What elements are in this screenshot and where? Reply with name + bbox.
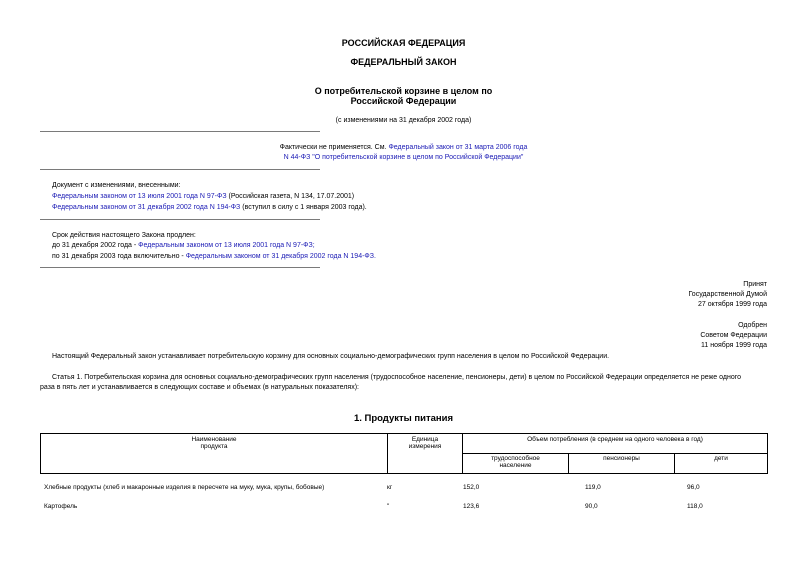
food-products-table bbox=[40, 433, 768, 474]
amendment-effective: (вступил в силу с 1 января 2003 года). bbox=[242, 204, 367, 211]
notice-line2 bbox=[0, 153, 807, 163]
council-approval bbox=[700, 321, 767, 351]
approval-status: Одобрен bbox=[738, 322, 767, 329]
changes-heading: Документ с изменениями, внесенными: bbox=[52, 182, 181, 189]
product-working: 152,0 bbox=[463, 484, 480, 491]
duma-adoption bbox=[688, 280, 767, 310]
notice-law-link[interactable]: Федеральный закон от 31 марта 2006 года bbox=[388, 144, 528, 151]
column-header-pensioners: пенсионеры bbox=[569, 454, 675, 474]
product-unit: кг bbox=[387, 484, 393, 491]
column-header-name bbox=[41, 434, 388, 474]
column-header-unit-line2: измерения bbox=[408, 443, 442, 450]
divider bbox=[40, 131, 320, 132]
intro-paragraph: Настоящий Федеральный закон устанавливает потребительскую корзину для основных социально-демографических групп населения в целом по Российской Федерации. bbox=[52, 353, 610, 360]
amendment-source: (Российская газета, N 134, 17.07.2001) bbox=[228, 193, 355, 200]
law-type-heading: ФЕДЕРАЛЬНЫЙ ЗАКОН bbox=[350, 57, 457, 67]
divider bbox=[40, 219, 320, 220]
article1-line2: раза в пять лет и устанавливается в следующих составе и объемах (в натуральных показателях): bbox=[40, 384, 359, 391]
amendment-law-97-link[interactable]: Федеральным законом от 13 июля 2001 года N 97-ФЗ bbox=[52, 193, 227, 200]
divider bbox=[40, 267, 320, 268]
column-header-children: дети bbox=[675, 454, 768, 474]
changes-item bbox=[52, 192, 354, 202]
product-children: 96,0 bbox=[687, 484, 700, 491]
article1-line1: Статья 1. Потребительская корзина для основных социально-демографических групп населения (трудоспособное население, пенсионеры, дети) в целом по Российской Федерации определяется не реже одного bbox=[52, 374, 742, 381]
product-name: Картофель bbox=[44, 503, 78, 510]
product-unit: " bbox=[387, 503, 390, 510]
extension-prefix: по 31 декабря 2003 года включительно - bbox=[52, 253, 184, 260]
country-heading: РОССИЙСКАЯ ФЕДЕРАЦИЯ bbox=[341, 38, 466, 48]
extension-law-97-link[interactable]: Федеральным законом от 13 июля 2001 года N 97-ФЗ; bbox=[138, 242, 315, 249]
product-pensioners: 90,0 bbox=[585, 503, 598, 510]
column-header-working bbox=[463, 454, 569, 474]
extension-item bbox=[52, 241, 315, 251]
notice-line1 bbox=[0, 143, 807, 153]
extension-law-194-link[interactable]: Федеральным законом от 31 декабря 2002 года N 194-ФЗ. bbox=[185, 253, 376, 260]
divider bbox=[40, 169, 320, 170]
product-children: 118,0 bbox=[687, 503, 703, 510]
product-working: 123,6 bbox=[463, 503, 480, 510]
product-pensioners: 119,0 bbox=[585, 484, 601, 491]
adoption-date: 27 октября 1999 года bbox=[698, 301, 767, 308]
column-header-unit bbox=[388, 434, 463, 474]
approval-date: 11 ноября 1999 года bbox=[701, 342, 767, 349]
extension-heading: Срок действия настоящего Закона продлен: bbox=[52, 232, 196, 239]
extension-item bbox=[52, 252, 376, 262]
notice-law-link-continued[interactable]: N 44-ФЗ "О потребительской корзине в целом по Российской Федерации" bbox=[283, 154, 524, 161]
adoption-body: Государственной Думой bbox=[688, 291, 767, 298]
column-header-unit-line1: Единица bbox=[411, 436, 439, 443]
section-title: 1. Продукты питания bbox=[353, 413, 454, 424]
column-header-volume: Объем потребления (в среднем на одного человека в год) bbox=[463, 434, 768, 454]
amendment-law-194-link[interactable]: Федеральным законом от 31 декабря 2002 года N 194-ФЗ bbox=[52, 204, 241, 211]
approval-body: Советом Федерации bbox=[700, 332, 767, 339]
law-title-line2: Российской Федерации bbox=[350, 96, 457, 106]
law-title-line1: О потребительской корзине в целом по bbox=[314, 86, 493, 96]
notice-prefix: Фактически не применяется. См. bbox=[279, 144, 387, 151]
changes-item bbox=[52, 203, 367, 213]
column-header-name-line1: Наименование bbox=[191, 436, 237, 443]
amendments-note: (с изменениями на 31 декабря 2002 года) bbox=[335, 117, 472, 124]
column-header-working-line1: трудоспособное bbox=[491, 455, 540, 462]
column-header-working-line2: население bbox=[499, 462, 532, 469]
extension-prefix: до 31 декабря 2002 года - bbox=[52, 242, 137, 249]
column-header-name-line2: продукта bbox=[200, 443, 228, 450]
product-name: Хлебные продукты (хлеб и макаронные изделия в пересчете на муку, мука, крупы, бобовые) bbox=[44, 484, 325, 491]
adoption-status: Принят bbox=[743, 281, 767, 288]
